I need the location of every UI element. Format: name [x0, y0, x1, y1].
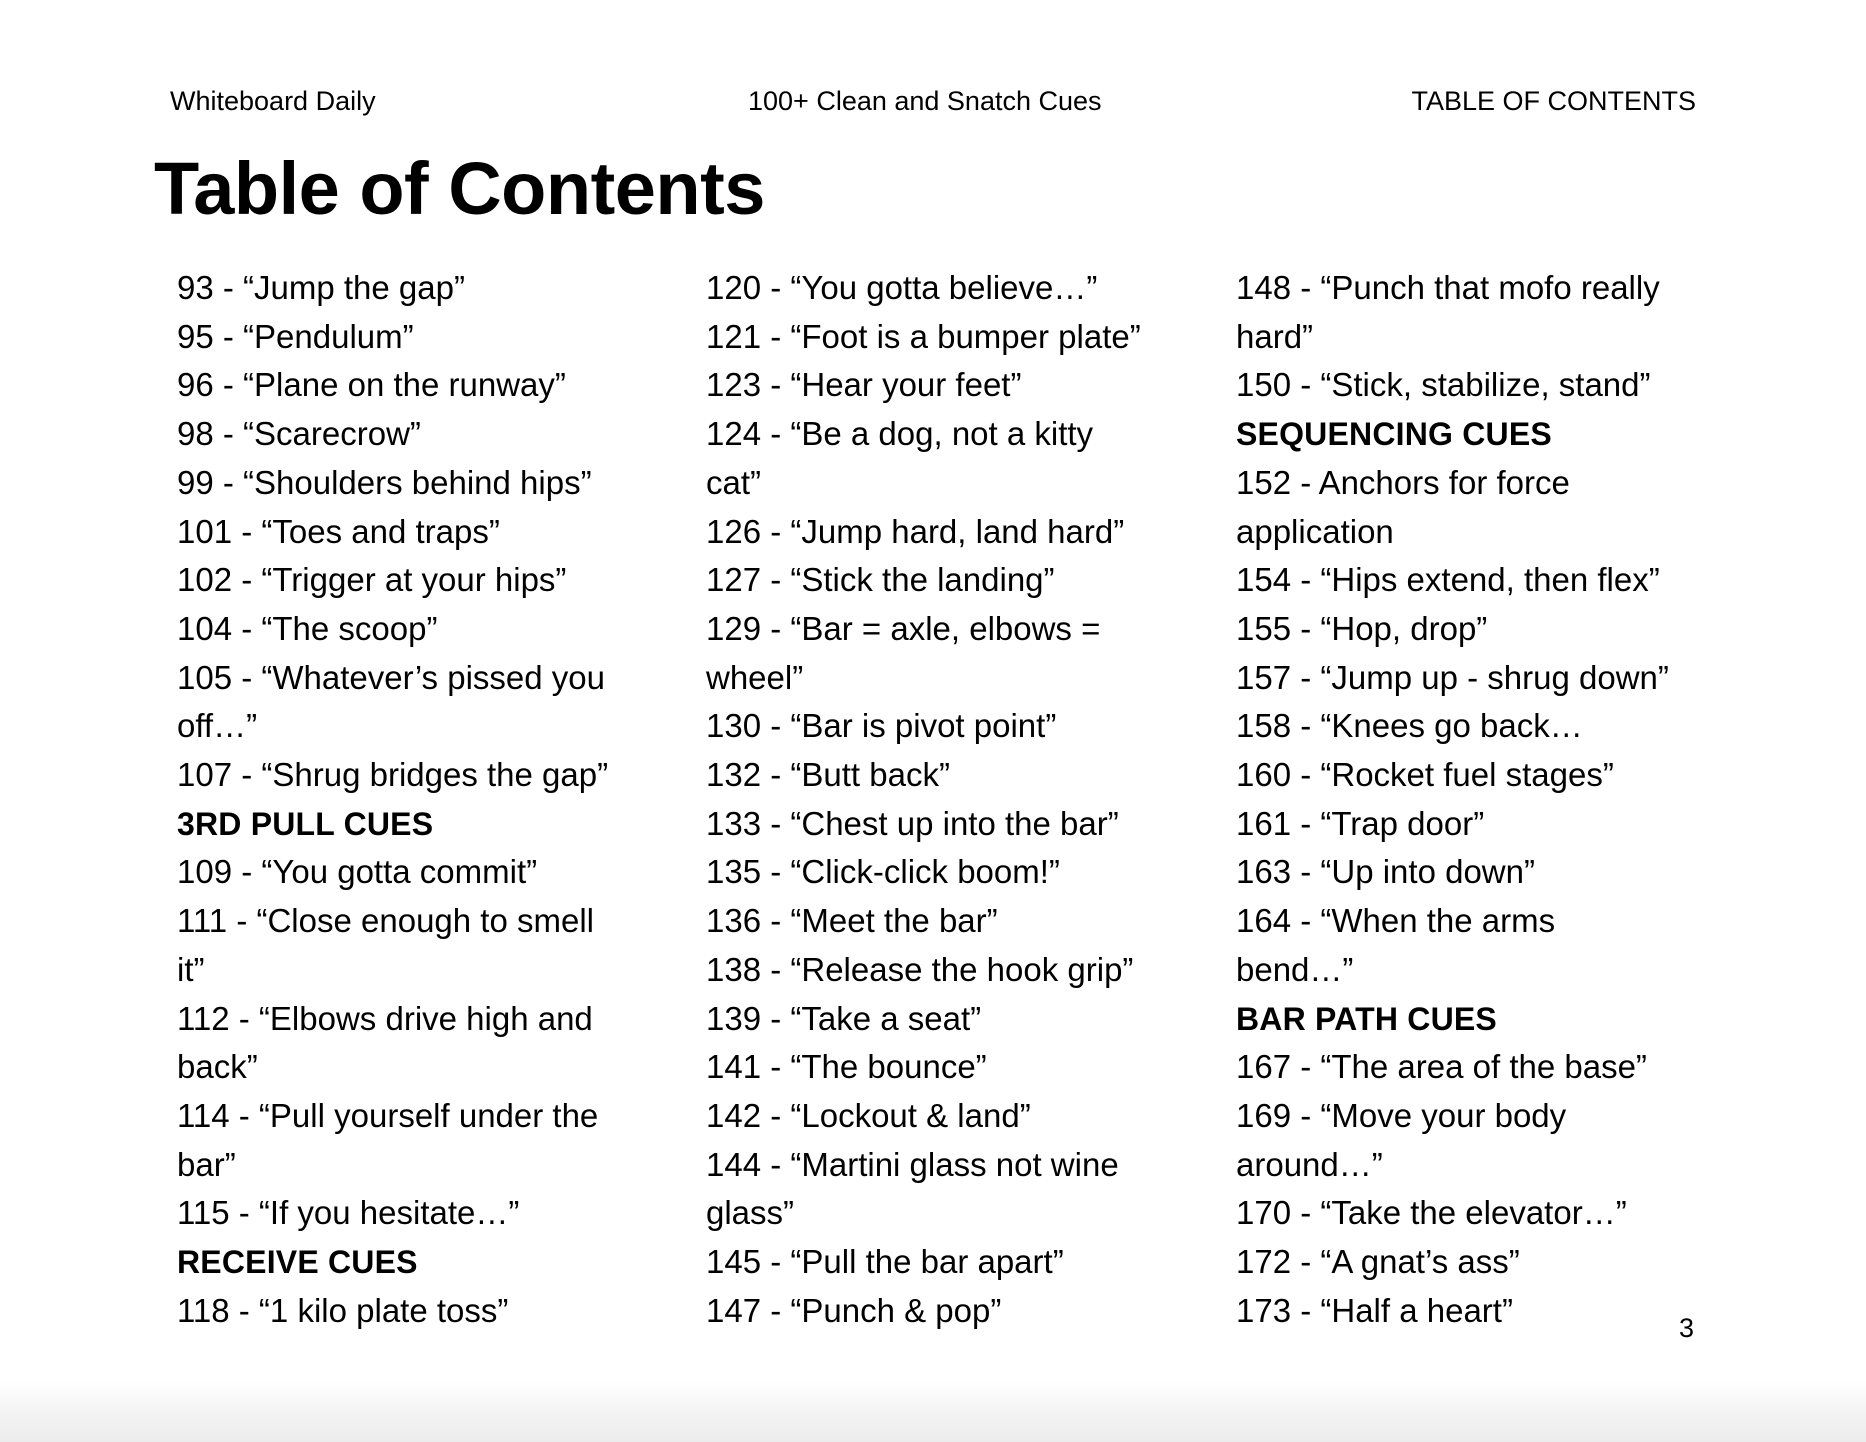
toc-entry-continuation[interactable]: back” [177, 1048, 258, 1086]
toc-entry[interactable]: 130 - “Bar is pivot point” [706, 707, 1057, 745]
header-book-title: 100+ Clean and Snatch Cues [748, 86, 1102, 116]
toc-column-3 [1236, 264, 1669, 1335]
toc-entry[interactable]: 104 - “The scoop” [177, 609, 438, 647]
toc-entry[interactable]: 98 - “Scarecrow” [177, 415, 421, 453]
toc-entry[interactable]: 109 - “You gotta commit” [177, 853, 538, 891]
toc-entry[interactable]: 144 - “Martini glass not wine [706, 1145, 1119, 1183]
toc-entry[interactable]: 105 - “Whatever’s pissed you [177, 658, 605, 696]
header-section-name: TABLE OF CONTENTS [1411, 86, 1696, 116]
toc-entry[interactable]: 111 - “Close enough to smell [177, 902, 594, 940]
toc-entry-continuation[interactable]: around…” [1236, 1145, 1383, 1183]
toc-entry[interactable]: 163 - “Up into down” [1236, 853, 1535, 891]
toc-entry[interactable]: 99 - “Shoulders behind hips” [177, 463, 592, 501]
running-header [170, 83, 1696, 119]
toc-entry-continuation[interactable]: bend…” [1236, 950, 1354, 988]
toc-entry[interactable]: 133 - “Chest up into the bar” [706, 804, 1119, 842]
page-bottom-edge [0, 1380, 1866, 1442]
toc-entry[interactable]: 160 - “Rocket fuel stages” [1236, 756, 1614, 794]
page-number: 3 [1679, 1313, 1695, 1343]
toc-entry[interactable]: 95 - “Pendulum” [177, 317, 414, 355]
toc-entry[interactable]: 129 - “Bar = axle, elbows = [706, 609, 1101, 647]
header-publication-name: Whiteboard Daily [170, 86, 376, 116]
toc-entry[interactable]: 132 - “Butt back” [706, 756, 950, 794]
toc-entry[interactable]: 112 - “Elbows drive high and [177, 999, 593, 1037]
toc-entry[interactable]: 135 - “Click-click boom!” [706, 853, 1060, 891]
toc-entry[interactable]: 102 - “Trigger at your hips” [177, 561, 567, 599]
toc-entry[interactable]: 101 - “Toes and traps” [177, 512, 500, 550]
toc-entry[interactable]: 157 - “Jump up - shrug down” [1236, 658, 1669, 696]
toc-entry[interactable]: 169 - “Move your body [1236, 1096, 1567, 1134]
toc-entry-continuation[interactable]: it” [177, 950, 205, 988]
page-title: Table of Contents [154, 147, 765, 230]
toc-entry[interactable]: 124 - “Be a dog, not a kitty [706, 415, 1094, 453]
toc-entry[interactable]: 138 - “Release the hook grip” [706, 950, 1134, 988]
toc-entry[interactable]: 126 - “Jump hard, land hard” [706, 512, 1125, 550]
toc-entry[interactable]: 118 - “1 kilo plate toss” [177, 1291, 509, 1329]
toc-entry[interactable]: 120 - “You gotta believe…” [706, 269, 1098, 306]
toc-section-heading: RECEIVE CUES [177, 1244, 418, 1281]
toc-entry[interactable]: 136 - “Meet the bar” [706, 902, 998, 940]
toc-entry[interactable]: 107 - “Shrug bridges the gap” [177, 756, 609, 794]
toc-entry[interactable]: 155 - “Hop, drop” [1236, 609, 1488, 647]
toc-entry-continuation[interactable]: bar” [177, 1145, 236, 1183]
toc-entry-continuation[interactable]: off…” [177, 707, 258, 745]
toc-entry[interactable]: 161 - “Trap door” [1236, 804, 1485, 842]
toc-entry[interactable]: 145 - “Pull the bar apart” [706, 1243, 1064, 1281]
toc-entry[interactable]: 147 - “Punch & pop” [706, 1291, 1002, 1329]
toc-entry[interactable]: 152 - Anchors for force [1236, 463, 1570, 501]
toc-entry-continuation[interactable]: wheel” [706, 658, 804, 696]
toc-entry-continuation[interactable]: hard” [1236, 317, 1314, 355]
toc-entry[interactable]: 167 - “The area of the base” [1236, 1048, 1647, 1086]
toc-section-heading: 3RD PULL CUES [177, 805, 434, 842]
toc-section-heading: SEQUENCING CUES [1236, 416, 1552, 453]
toc-entry[interactable]: 141 - “The bounce” [706, 1048, 987, 1086]
toc-entry[interactable]: 115 - “If you hesitate…” [177, 1194, 520, 1232]
toc-entry[interactable]: 172 - “A gnat’s ass” [1236, 1243, 1520, 1281]
toc-entry[interactable]: 154 - “Hips extend, then flex” [1236, 561, 1660, 599]
toc-entry[interactable]: 158 - “Knees go back… [1236, 707, 1583, 745]
toc-entry[interactable]: 121 - “Foot is a bumper plate” [706, 317, 1141, 355]
toc-entry[interactable]: 164 - “When the arms [1236, 902, 1556, 940]
toc-entry-continuation[interactable]: glass” [706, 1194, 795, 1232]
toc-entry[interactable]: 114 - “Pull yourself under the [177, 1096, 599, 1134]
toc-entry[interactable]: 148 - “Punch that mofo really [1236, 269, 1660, 306]
toc-section-heading: BAR PATH CUES [1236, 1000, 1497, 1037]
toc-entry[interactable]: 139 - “Take a seat” [706, 999, 982, 1037]
toc-entry-continuation[interactable]: cat” [706, 463, 762, 501]
toc-entry[interactable]: 173 - “Half a heart” [1236, 1291, 1513, 1329]
toc-column-1 [177, 264, 608, 1335]
toc-entry-continuation[interactable]: application [1236, 512, 1394, 550]
toc-entry[interactable]: 127 - “Stick the landing” [706, 561, 1055, 599]
toc-entry[interactable]: 150 - “Stick, stabilize, stand” [1236, 366, 1651, 404]
toc-entry[interactable]: 96 - “Plane on the runway” [177, 366, 566, 404]
toc-entry[interactable]: 170 - “Take the elevator…” [1236, 1194, 1627, 1232]
toc-entry[interactable]: 123 - “Hear your feet” [706, 366, 1022, 404]
toc-entry[interactable]: 93 - “Jump the gap” [177, 269, 465, 306]
toc-entry[interactable]: 142 - “Lockout & land” [706, 1096, 1031, 1134]
toc-column-2 [706, 264, 1141, 1335]
